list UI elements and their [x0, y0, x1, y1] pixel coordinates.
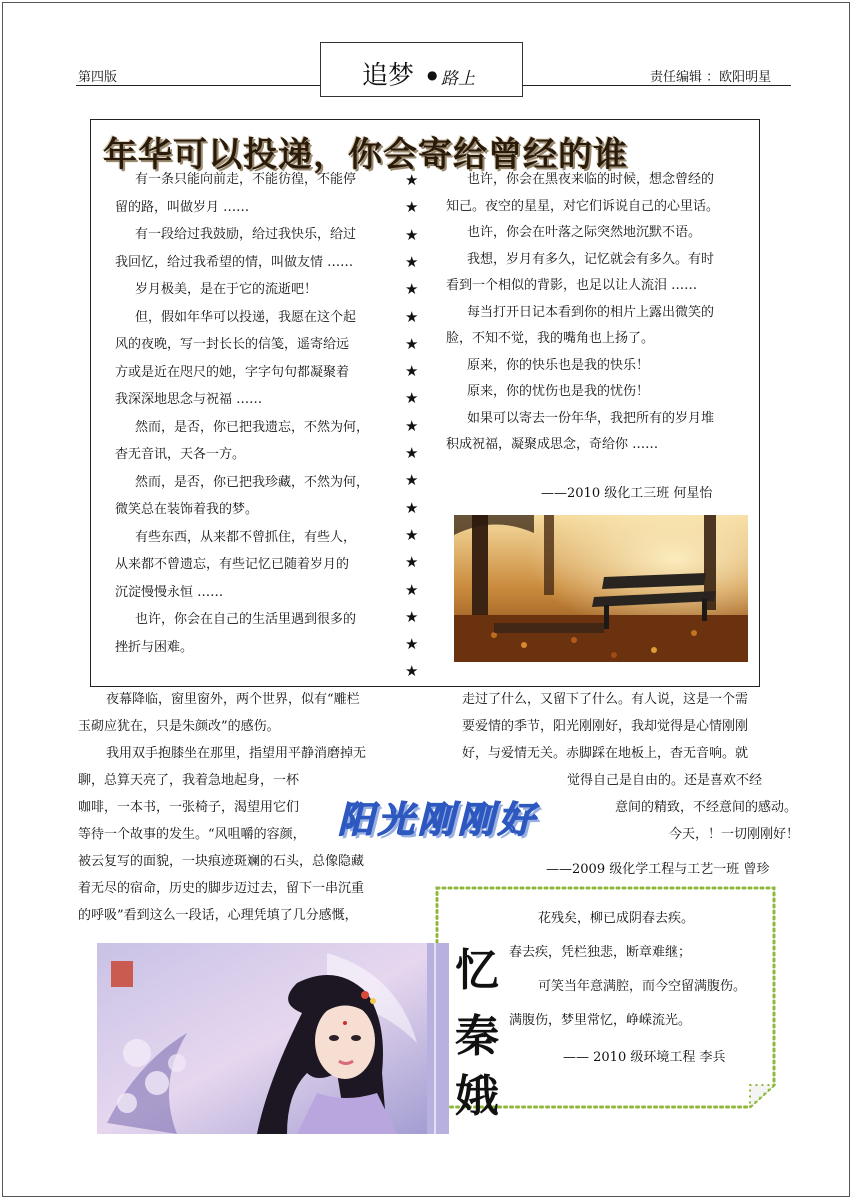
- poem-line: 花残矣，柳已成阴春去疾。: [538, 911, 695, 926]
- paragraph-line: 今天，！一切刚刚好！: [669, 827, 800, 842]
- paragraph-line: 的呼吸”看到这么一段话，心理凭填了几分感慨，: [78, 908, 358, 923]
- star-icon: ★: [405, 471, 419, 490]
- poem-byline: —— 2010 级环境工程 李兵: [563, 1050, 726, 1065]
- edition-label: 第四版: [78, 70, 118, 85]
- poem-line: 可笑当年意满腔，而今空留满腹伤。: [538, 979, 747, 994]
- article1-byline: ——2010 级化工三班 何星怡: [541, 486, 713, 501]
- poem-title-char-3: 娥: [455, 1071, 499, 1122]
- paragraph-line: 积成祝福，凝聚成思念，奇给你 ……: [446, 437, 659, 452]
- paragraph-line: 原来，你的快乐也是我的快乐！: [467, 357, 650, 373]
- star-icon: ★: [405, 662, 419, 681]
- paragraph-line: 留的路，叫做岁月 ……: [115, 199, 250, 215]
- poem-line: 满腹伤，梦里常忆，峥嵘流光。: [509, 1013, 692, 1028]
- paragraph-line: 也许，你会在叶落之际突然地沉默不语。: [467, 225, 702, 240]
- star-icon: ★: [405, 444, 419, 462]
- paragraph-line: 方或是近在咫尺的她，字字句句都凝聚着: [115, 364, 350, 380]
- paragraph-line: 沉淀慢慢永恒 ……: [115, 584, 224, 600]
- star-icon: ★: [405, 252, 419, 271]
- paragraph-line: 有一段给过我鼓励，给过我快乐，给过: [135, 227, 357, 242]
- paragraph-line: 杳无音讯，天各一方。: [115, 447, 246, 462]
- star-icon: ★: [405, 607, 419, 626]
- paragraph-line: 被云复写的面貌，一块痕迹斑斓的石头，总像隐藏: [78, 854, 365, 869]
- star-icon: ★: [405, 525, 419, 544]
- poem-line: 春去疾，凭栏独悲，断章难继；: [509, 945, 692, 960]
- paragraph-line: 我用双手抱膝坐在那里，指望用平静消磨掉无: [106, 746, 367, 761]
- paragraph-line: 意间的精致，不经意间的感动。: [615, 800, 798, 815]
- paragraph-line: 好，与爱情无关。赤脚踩在地板上，杳无音响。就: [462, 746, 749, 761]
- paragraph-line: 然而，是否，你已把我珍藏，不然为何，: [135, 474, 370, 490]
- paragraph-line: 然而，是否，你已把我遗忘，不然为何，: [135, 419, 370, 435]
- star-icon: ★: [405, 225, 419, 244]
- paragraph-line: 我想，岁月有多久，记忆就会有多久。有时: [467, 251, 715, 267]
- star-icon: ★: [405, 280, 419, 299]
- newspaper-subtitle: 路上: [441, 69, 475, 89]
- paragraph-line: 等待一个故事的发生。“风咀嚼的容颜，: [78, 827, 306, 842]
- star-icon: ★: [405, 498, 419, 517]
- paragraph-line: 玉砌应犹在，只是朱颜改”的感伤。: [78, 719, 280, 734]
- paragraph-line: 看到一个相似的背影，也足以让人流泪 ……: [446, 278, 698, 293]
- paragraph-line: 岁月极美，是在于它的流逝吧！: [135, 282, 318, 297]
- paragraph-line: 走过了什么，又留下了什么。有人说，这是一个需: [462, 692, 749, 707]
- paragraph-line: 也许，你会在自己的生活里遇到很多的: [135, 612, 357, 627]
- paragraph-line: 每当打开日记本看到你的相片上露出微笑的: [467, 304, 715, 320]
- star-icon: ★: [405, 362, 419, 381]
- star-icon: ★: [405, 553, 419, 572]
- paragraph-line: 挫折与困难。: [115, 639, 194, 655]
- newspaper-title: 追梦: [362, 61, 415, 91]
- paragraph-line: 要爱情的季节，阳光刚刚好，我却觉得是心情刚刚: [462, 719, 749, 734]
- star-icon: ★: [405, 635, 419, 654]
- article2-byline: ——2009 级化学工程与工艺一班 曾珍: [546, 862, 770, 877]
- article2-title: 阳光刚刚好: [338, 800, 539, 841]
- paragraph-line: 有些东西，从来都不曾抓住，有些人，: [135, 529, 357, 545]
- autumn-bench-photo: [454, 515, 748, 662]
- paragraph-line: 我回忆，给过我希望的情，叫做友情 ……: [115, 254, 354, 270]
- editor-label: 责任编辑 ：欧阳明星: [650, 70, 772, 85]
- star-icon: ★: [405, 198, 419, 217]
- star-icon: ★: [405, 580, 419, 599]
- paragraph-line: 风的夜晚，写一封长长的信笺，遥寄给远: [115, 337, 350, 352]
- header-title-box: [320, 42, 523, 97]
- paragraph-line: 有一条只能向前走，不能彷徨，不能停: [135, 172, 357, 187]
- bullet-icon: ●: [427, 68, 438, 82]
- poem-title-char-1: 忆: [455, 945, 499, 996]
- paragraph-line: 从来都不曾遗忘，有些记忆已随着岁月的: [115, 557, 350, 572]
- article1-title: 年华可以投递，你会寄给曾经的谁: [103, 135, 628, 175]
- paragraph-line: 如果可以寄去一份年华，我把所有的岁月堆: [467, 410, 715, 426]
- star-icon: ★: [405, 389, 419, 408]
- paragraph-line: 着无尽的宿命，历史的脚步迈过去，留下一串沉重: [78, 881, 365, 896]
- star-icon: ★: [405, 307, 419, 326]
- paragraph-line: 知己。夜空的星星，对它们诉说自己的心里话。: [446, 198, 720, 214]
- paragraph-line: 聊，总算天亮了，我着急地起身，一杯: [78, 773, 300, 788]
- poem-title-char-2: 秦: [455, 1011, 499, 1062]
- star-icon: ★: [405, 334, 419, 353]
- paragraph-line: 脸，不知不觉，我的嘴角也上扬了。: [446, 331, 655, 346]
- star-icon: ★: [405, 171, 419, 189]
- paragraph-line: 微笑总在装饰着我的梦。: [115, 502, 259, 517]
- paragraph-line: 夜幕降临，窗里窗外，两个世界，似有“雕栏: [106, 692, 360, 707]
- paragraph-line: 咖啡，一本书，一张椅子，渴望用它们: [78, 800, 300, 815]
- star-icon: ★: [405, 416, 419, 435]
- paragraph-line: 我深深地思念与祝福 ……: [115, 392, 263, 407]
- paragraph-line: 原来，你的忧伤也是我的忧伤！: [467, 384, 650, 399]
- paragraph-line: 觉得自己是自由的。还是喜欢不经: [567, 773, 763, 788]
- classical-girl-illustration: [97, 943, 449, 1134]
- paragraph-line: 也许，你会在黑夜来临的时候，想念曾经的: [467, 172, 715, 187]
- paragraph-line: 但，假如年华可以投递，我愿在这个起: [135, 309, 357, 325]
